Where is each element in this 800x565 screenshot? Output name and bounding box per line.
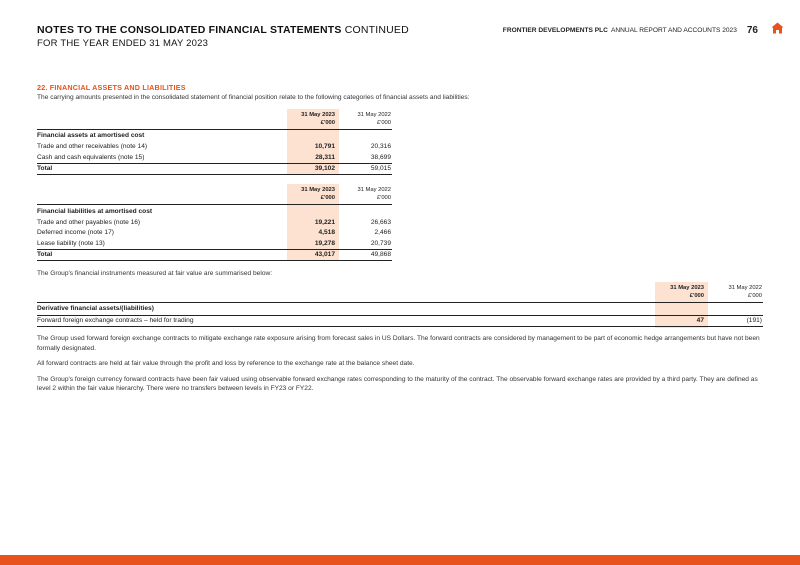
table-row: [37, 228, 392, 239]
row-label: Trade and other payables (note 16): [37, 218, 141, 226]
row-label: Trade and other receivables (note 14): [37, 143, 148, 151]
category-label: Derivative financial assets/(liabilities): [37, 302, 655, 315]
fair-value-table: [37, 282, 763, 328]
col-prior-header: 31 May 2022 £'000: [357, 187, 391, 201]
total-prior-value: 49,868: [339, 249, 392, 261]
table-row: [37, 315, 763, 327]
row-prior-value: 20,316: [370, 143, 391, 151]
col-prior-header: 31 May 2022 £'000: [728, 284, 762, 299]
page-header: [37, 24, 409, 49]
table-header-row: [37, 184, 392, 205]
row-label: Lease liability (note 13): [37, 239, 105, 247]
table-row: [37, 152, 392, 163]
total-label: Total: [37, 249, 287, 261]
category-label: Financial assets at amortised cost: [37, 129, 287, 142]
footer-bar: [0, 555, 800, 565]
row-current-value: 10,791: [287, 142, 339, 153]
total-current-value: 39,102: [287, 163, 339, 175]
table-row: [37, 142, 392, 153]
note-paragraph: All forward contracts are held at fair value through the profit and loss by reference to the exchange rate at the balance sheet date.: [37, 360, 415, 367]
category-row: [37, 205, 392, 218]
home-icon[interactable]: [771, 22, 784, 34]
table-header-row: [37, 109, 392, 130]
row-prior-value: 20,739: [370, 239, 391, 247]
report-name: ANNUAL REPORT AND ACCOUNTS 2023: [610, 27, 737, 34]
section-title: 22. FINANCIAL ASSETS AND LIABILITIES: [37, 83, 186, 92]
col-prior-header: 31 May 2022 £'000: [357, 111, 391, 126]
fair-value-intro: The Group's financial instruments measured at fair value are summarised below:: [37, 270, 273, 277]
row-current-value: 19,221: [287, 217, 339, 228]
section-22: [37, 83, 763, 394]
table-header-row: [37, 282, 763, 303]
row-prior-value: 26,663: [370, 218, 391, 226]
row-current-value: 19,278: [287, 238, 339, 249]
total-row: [37, 249, 392, 261]
total-prior-value: 59,015: [339, 163, 392, 175]
row-prior-value: 2,466: [374, 229, 391, 237]
note-paragraph: The Group's foreign currency forward contracts have been fair valued using observable forward exchange rates corresponding to the maturity of the contract. The observable forward exchange rates are provided by a third party. They are defined as level 2 within the fair value hierarchy. There were no transfers between levels in FY23 or FY22.: [37, 375, 758, 392]
row-label: Deferred income (note 17): [37, 229, 114, 237]
page-title: [37, 24, 409, 36]
row-prior-value: 38,699: [370, 153, 391, 161]
col-current-header: 31 May 2023 £'000: [287, 109, 339, 130]
row-label: Forward foreign exchange contracts – held for trading: [37, 315, 655, 327]
row-current-value: 28,311: [287, 152, 339, 163]
row-prior-value: (191): [708, 315, 763, 327]
category-label: Financial liabilities at amortised cost: [37, 205, 287, 218]
total-current-value: 43,017: [287, 249, 339, 261]
row-current-value: 4,518: [287, 228, 339, 239]
company-name: FRONTIER DEVELOPMENTS PLC: [502, 27, 608, 34]
row-current-value: 47: [655, 315, 708, 327]
page-subtitle: FOR THE YEAR ENDED 31 MAY 2023: [37, 38, 209, 49]
col-current-header: 31 May 2023 £'000: [655, 282, 708, 303]
table-row: [37, 217, 392, 228]
page-number: 76: [746, 25, 758, 36]
total-label: Total: [37, 163, 287, 175]
report-info: [503, 25, 758, 36]
category-row: [37, 129, 392, 142]
total-row: [37, 163, 392, 175]
financial-liabilities-table: [37, 184, 392, 261]
note-paragraph: The Group used forward foreign exchange contracts to mitigate exchange rate exposure arising from forecast sales in US Dollars. The forward contracts are considered by management to be part of economic hedge arrangements but have not been formally designated.: [37, 335, 760, 352]
category-row: [37, 302, 763, 315]
financial-assets-table: [37, 109, 392, 176]
section-intro: The carrying amounts presented in the consolidated statement of financial position relate to the following categories of financial assets and liabilities:: [37, 94, 470, 101]
col-current-header: 31 May 2023 £'000: [287, 184, 339, 205]
title-continued: CONTINUED: [344, 24, 409, 36]
title-main: NOTES TO THE CONSOLIDATED FINANCIAL STATEMENTS: [37, 24, 342, 36]
table-row: [37, 238, 392, 249]
row-label: Cash and cash equivalents (note 15): [37, 153, 145, 161]
